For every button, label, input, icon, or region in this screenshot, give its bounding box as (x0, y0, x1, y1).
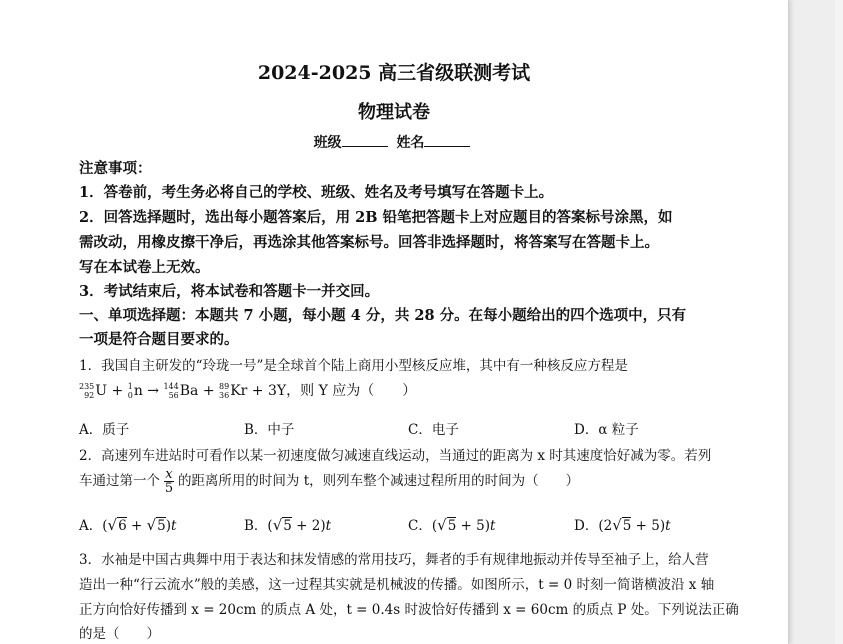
question-3-line: 正方向恰好传播到 x = 20cm 的质点 A 处，t = 0.4s 时波恰好传播到 x = 60cm 的质点 P 处。下列说法正确 (79, 602, 739, 618)
fraction-x-over-5 (164, 468, 173, 495)
note-line: 2．回答选择题时，选出每小题答案后，用 2B 铅笔把答题卡上对应题目的答案标号涂黑，如 (79, 209, 673, 226)
class-label: 班级 (313, 135, 342, 151)
equation-tail: ，则 Y 应为（ ） (286, 383, 417, 399)
q2-option-d: D．(2√5 + 5)t (574, 516, 671, 534)
question-3-line: 造出一种“行云流水”般的美感，这一过程其实就是机械波的传播。如图所示，t = 0 时刻一简谐横波沿 x 轴 (79, 577, 715, 593)
question-3-line: 的是（ ） (79, 626, 160, 642)
question-3-line: 3．水袖是中国古典舞中用于表达和抹发情感的常用技巧，舞者的手有规律地振动并传导至袖子上，给人营 (79, 552, 709, 568)
frac-denominator: 5 (164, 481, 174, 496)
q1-option-c: C．电子 (408, 422, 459, 438)
section-heading: 一、单项选择题：本题共 7 小题，每小题 4 分，共 28 分。在每小题给出的四个选项中，只有 (79, 307, 687, 324)
question-1-equation: 235 92 U + 1 0 n → 144 56 Ba + 89 36 Kr + 3Y，则 Y 应为（ ） (79, 382, 417, 400)
notes-heading: 注意事项： (79, 160, 152, 177)
q2-option-a: A．(√6 + √5)t (79, 516, 177, 534)
question-1-stem: 1．我国自主研发的“玲珑一号”是全球首个陆上商用小型核反应堆，其中有一种核反应方程是 (79, 358, 628, 374)
option-label: C． (408, 518, 432, 534)
name-blank (424, 132, 470, 147)
viewer-scrollbar[interactable] (835, 0, 843, 644)
q2-text-b: 的距离所用的时间为 t，则列车整个减速过程所用的时间为（ ） (177, 473, 580, 489)
q2-option-c: C．(√5 + 5)t (408, 516, 496, 534)
frac-numerator: x (165, 467, 173, 482)
exam-subtitle: 物理试卷 (358, 102, 430, 123)
note-line: 1．答卷前，考生务必将自己的学校、班级、姓名及考号填写在答题卡上。 (79, 184, 554, 201)
question-2-line1: 2．高速列车进站时可看作以某一初速度做匀减速直线运动，当通过的距离为 x 时其速度恰好减为零。若列 (79, 448, 712, 464)
option-label: A． (79, 518, 103, 534)
note-line: 需改动，用橡皮擦干净后，再选涂其他答案标号。回答非选择题时，将答案写在答题卡上。 (79, 234, 659, 251)
q2-text-a: 车通过第一个 (79, 473, 160, 489)
section-heading-cont: 一项是符合题目要求的。 (79, 331, 239, 348)
name-label: 姓名 (396, 135, 425, 151)
class-name-line (0, 132, 788, 152)
option-label: B． (244, 518, 268, 534)
exam-title: 2024-2025 高三省级联测考试 (257, 62, 531, 84)
q1-option-a: A．质子 (79, 422, 130, 438)
note-line: 3．考试结束后，将本试卷和答题卡一并交回。 (79, 283, 380, 300)
note-line: 写在本试卷上无效。 (79, 259, 210, 276)
option-label: D． (574, 518, 599, 534)
question-2-line2 (79, 468, 579, 495)
class-blank (342, 132, 388, 147)
q1-option-b: B．中子 (244, 422, 295, 438)
q1-option-d: D．α 粒子 (574, 422, 639, 438)
q2-option-b: B．(√5 + 2)t (244, 516, 332, 534)
